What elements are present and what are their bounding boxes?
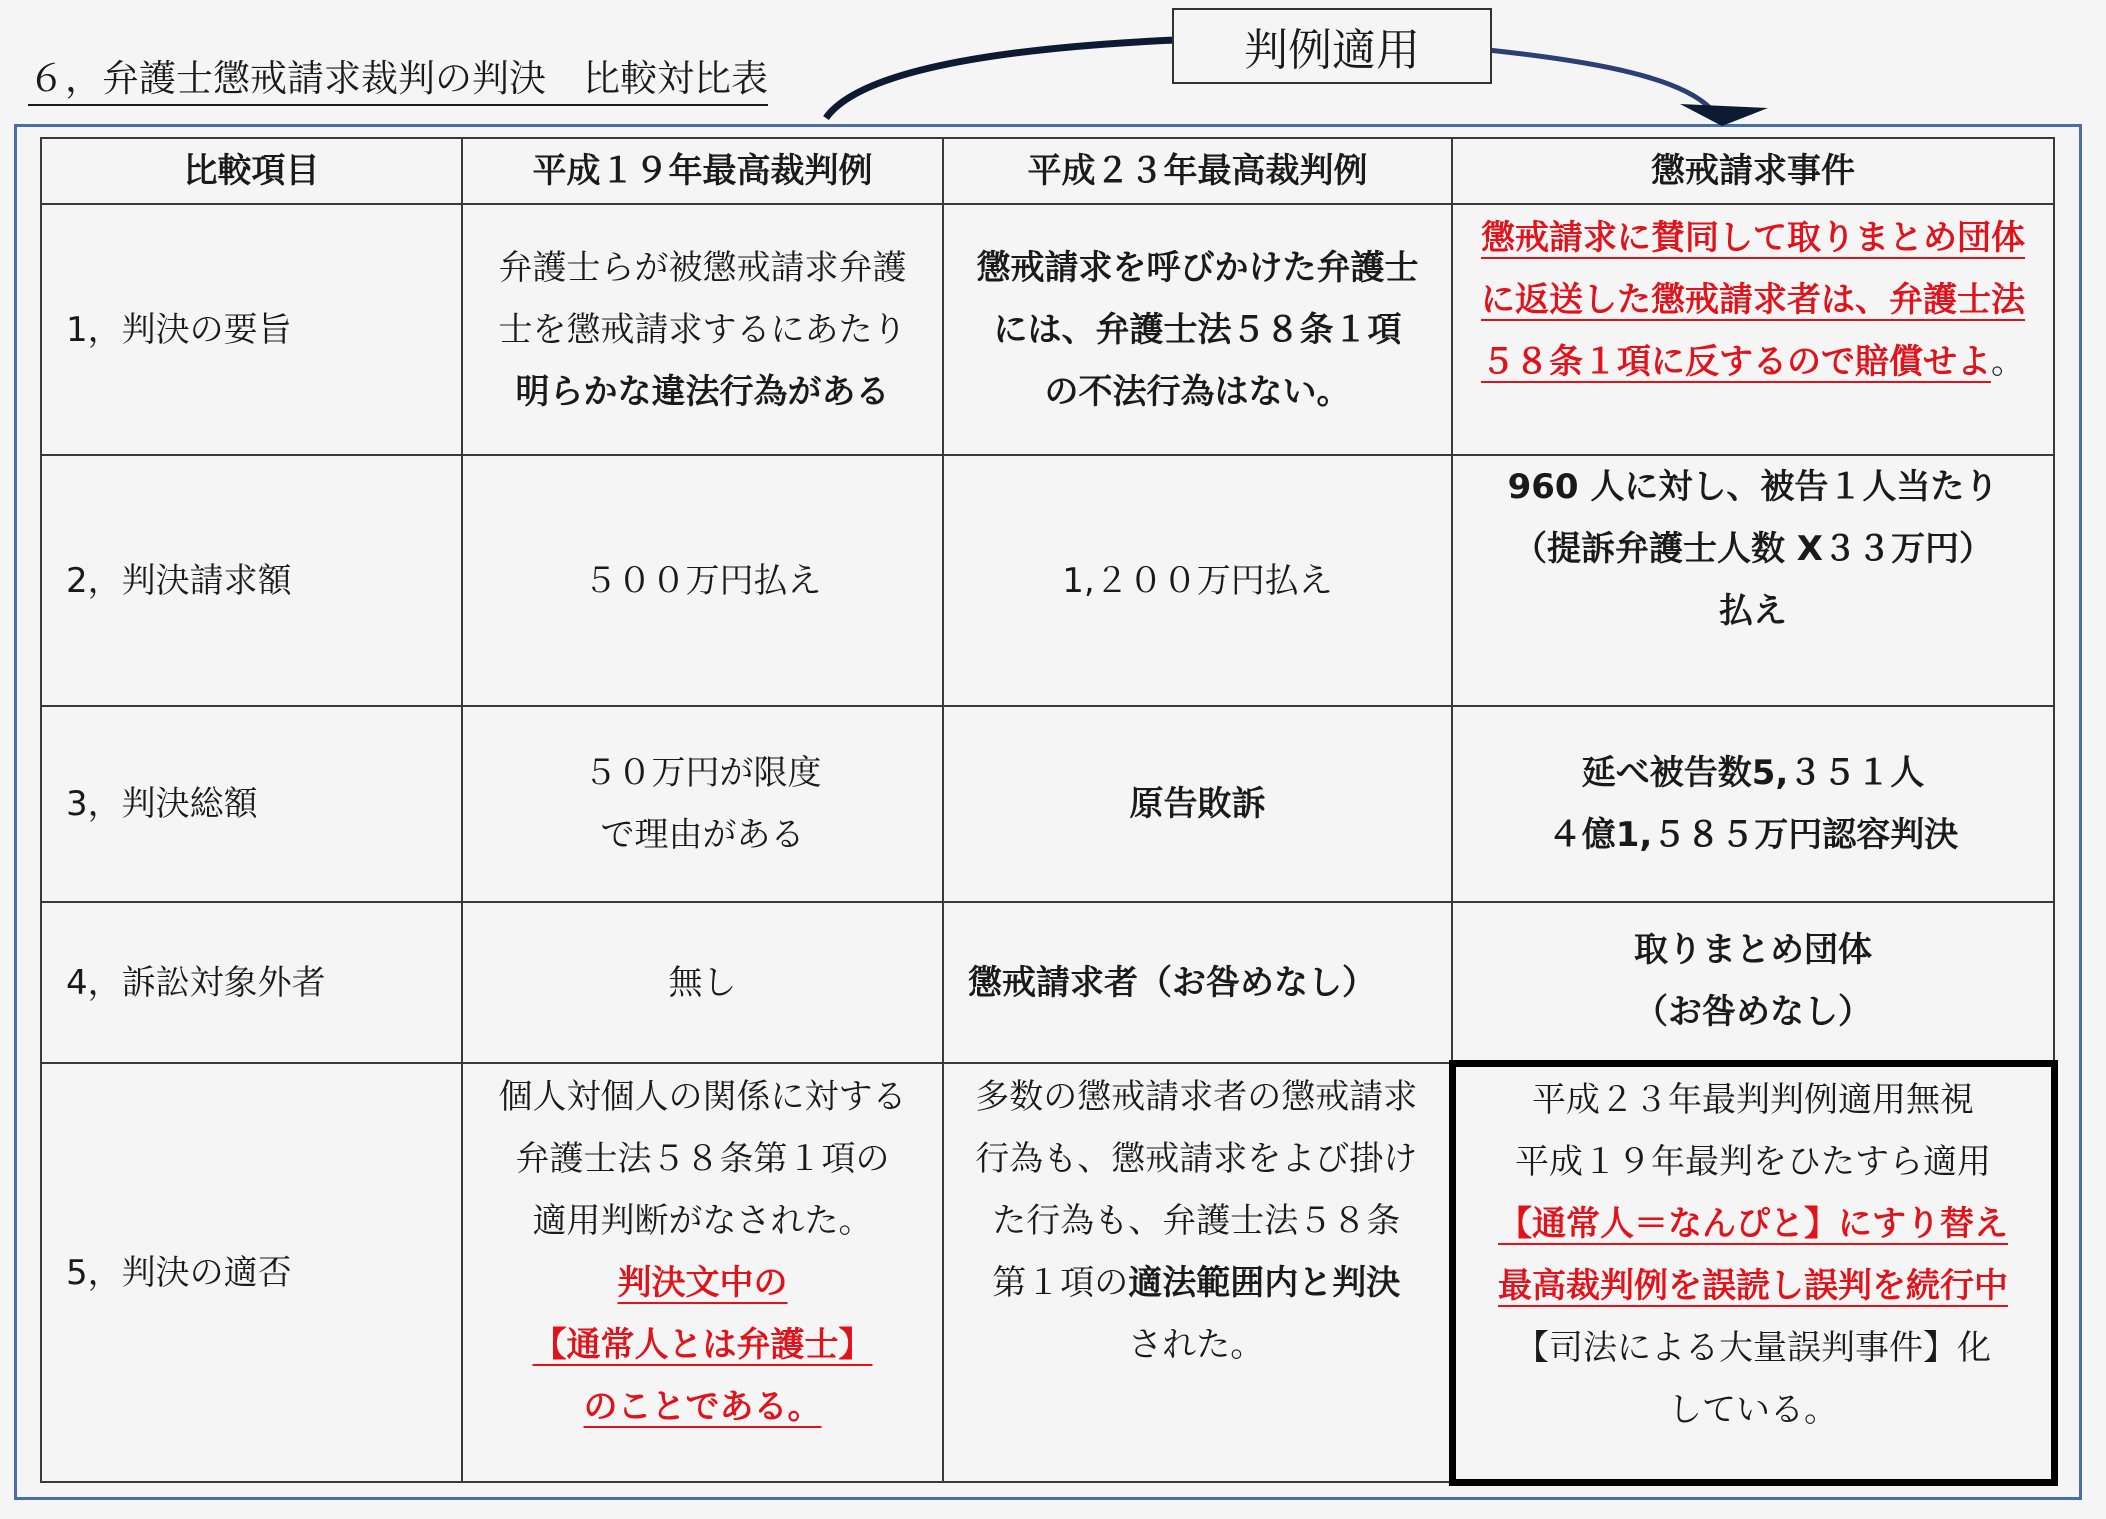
text-line: 多数の懲戒請求者の懲戒請求 — [975, 1077, 1418, 1117]
arrow-curve-left — [826, 40, 1175, 118]
text-line: 個人対個人の関係に対する — [498, 1077, 907, 1117]
precedent-applied-label: 判例適用 — [1172, 8, 1492, 84]
text-line: 士を懲戒請求するにあたり — [498, 309, 907, 350]
item-label: 2，判決請求額 — [41, 455, 462, 706]
page-title: ６，弁護士懲戒請求裁判の判決 比較対比表 — [28, 56, 768, 106]
text-fragment: 【通常人＝なんぴと】にすり替え — [1498, 1203, 2008, 1244]
text-line: ５００万円払え — [583, 560, 822, 601]
text-fragment: 適法範囲内と判決 — [1128, 1263, 1401, 1303]
text-line: 払え — [1719, 591, 1787, 631]
text-line: （提訴弁護士人数 X３３万円） — [1512, 529, 1994, 569]
text-line: ５０万円が限度 — [583, 753, 822, 793]
verdict-highlight-box — [1452, 1063, 2054, 1482]
text-line: 懲戒請求に賛同して取りまとめ団体 — [1481, 218, 2025, 258]
cell-h23 — [943, 1063, 1452, 1482]
cell-case — [1452, 455, 2054, 706]
cell-h23 — [943, 204, 1452, 455]
text-line: 明らかな違法行為がある — [515, 371, 890, 412]
text-fragment: ５８条１項に反するので賠償せよ — [1481, 342, 1991, 382]
text-line: 960 人に対し、被告１人当たり — [1507, 467, 1999, 507]
header-case: 懲戒請求事件 — [1452, 138, 2054, 204]
text-line: 【司法による大量誤判事件】化 — [1515, 1327, 1991, 1368]
text-line: 適用判断がなされた。 — [532, 1201, 873, 1241]
text-line: で理由がある — [600, 815, 805, 855]
header-h19: 平成１９年最高裁判例 — [462, 138, 943, 204]
text-fragment: 第１項の — [992, 1263, 1129, 1303]
cell-h23 — [943, 455, 1452, 706]
text-line: 行為も、懲戒請求をよび掛け — [975, 1139, 1418, 1179]
text-fragment: 判決文中の — [617, 1263, 788, 1303]
cell-h19 — [462, 902, 943, 1063]
item-label: 5，判決の適否 — [41, 1063, 462, 1482]
text-line: ４億1,５８５万円認容判決 — [1547, 815, 1959, 855]
table-row — [41, 204, 2054, 455]
text-line: された。 — [1128, 1325, 1265, 1365]
text-line: の不法行為はない。 — [1044, 371, 1351, 412]
text-line: 弁護士法５８条第１項の — [515, 1139, 890, 1179]
table-row — [41, 455, 2054, 706]
arrow-curve-right — [1488, 50, 1710, 108]
cell-case — [1452, 204, 2054, 455]
cell-h23 — [943, 902, 1452, 1063]
text-line: 懲戒請求を呼びかけた弁護士 — [976, 247, 1419, 288]
header-h23: 平成２３年最高裁判例 — [943, 138, 1452, 204]
text-line: 平成２３年最判判例適用無視 — [1532, 1079, 1974, 1120]
text-line: に返送した懲戒請求者は、弁護士法 — [1481, 280, 2025, 320]
cell-h19 — [462, 204, 943, 455]
text-line: 無し — [668, 962, 737, 1003]
cell-h23 — [943, 706, 1452, 902]
cell-h19 — [462, 706, 943, 902]
text-line — [1456, 1255, 2051, 1317]
text-line: 平成１９年最判をひたすら適用 — [1515, 1141, 1991, 1182]
table-row — [41, 1063, 2054, 1482]
text-fragment: のことである。 — [583, 1387, 822, 1427]
text-line: 延べ被告数5,３５１人 — [1581, 753, 1925, 793]
text-line: 弁護士らが被懲戒請求弁護 — [498, 247, 907, 288]
text-line: している。 — [1668, 1389, 1838, 1430]
header-row — [41, 138, 2054, 204]
text-line — [1453, 331, 2053, 393]
text-line — [944, 1252, 1449, 1314]
comparison-table — [40, 137, 2058, 1486]
cell-case — [1452, 706, 2054, 902]
text-line — [463, 1376, 942, 1438]
text-fragment: 【通常人とは弁護士】 — [532, 1325, 873, 1365]
text-line: （お咎めなし） — [1634, 992, 1872, 1033]
text-fragment: 。 — [1991, 342, 2025, 382]
table-row — [41, 902, 2054, 1063]
item-label: 1，判決の要旨 — [41, 204, 462, 455]
text-line: 原告敗訴 — [1129, 784, 1266, 824]
text-line — [1456, 1193, 2051, 1255]
cell-case — [1452, 902, 2054, 1063]
text-line: 取りまとめ団体 — [1634, 930, 1872, 971]
text-line: には、弁護士法５８条１項 — [993, 309, 1402, 350]
item-label: 3，判決総額 — [41, 706, 462, 902]
text-line: 懲戒請求者（お咎めなし） — [968, 962, 1376, 1003]
arrow-head — [1680, 104, 1768, 126]
table-row — [41, 706, 2054, 902]
text-fragment: 最高裁判例を誤読し誤判を続行中 — [1498, 1265, 2008, 1306]
text-line — [463, 1314, 942, 1376]
cell-h19 — [462, 455, 943, 706]
cell-h19 — [462, 1063, 943, 1482]
header-item: 比較項目 — [41, 138, 462, 204]
text-line: 1,２００万円払え — [1062, 560, 1333, 601]
item-label: 4，訴訟対象外者 — [41, 902, 462, 1063]
text-line — [463, 1252, 942, 1314]
text-line: た行為も、弁護士法５８条 — [992, 1201, 1401, 1241]
